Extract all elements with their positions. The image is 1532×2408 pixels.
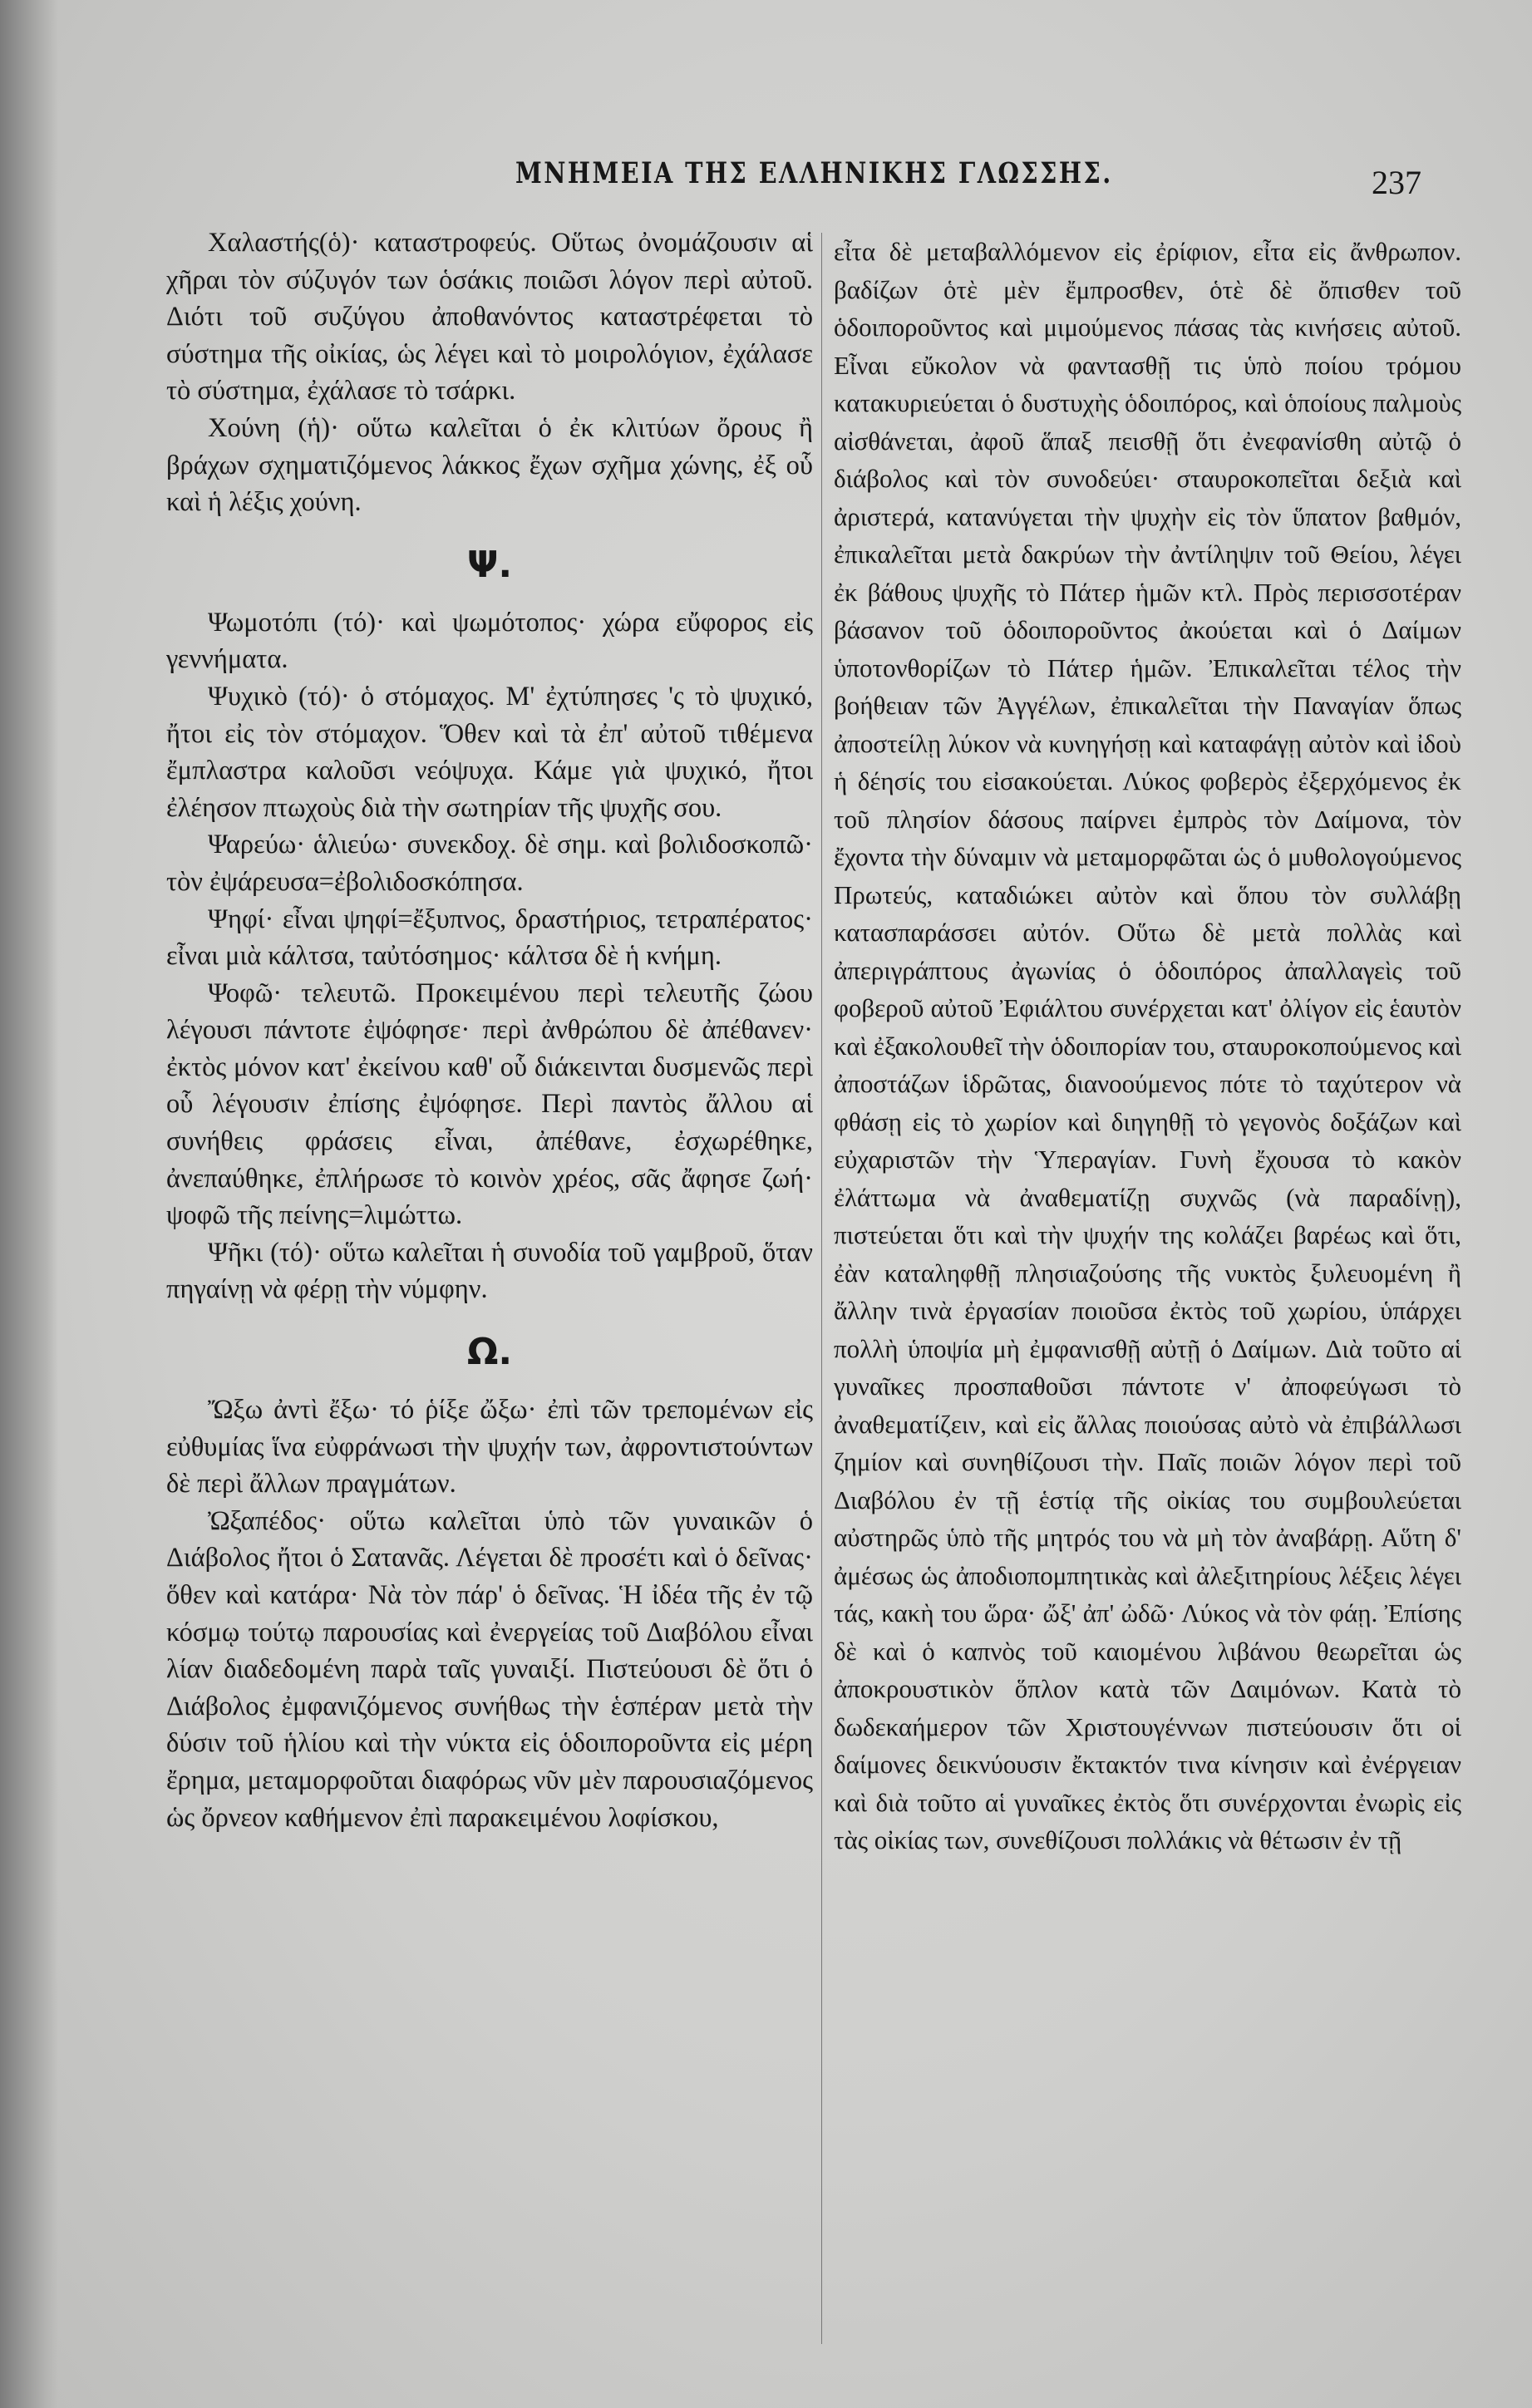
- section-letter-psi: Ψ.: [466, 543, 513, 586]
- column-divider: [821, 233, 822, 2344]
- page-spine-shadow: [0, 0, 58, 2408]
- entry-chalastis: Χαλαστής(ὁ)· καταστροφεύς. Οὕτως ὀνομάζουσιν αἱ χῆραι τὸν σύζυγόν των ὁσάκις ποιῶσι λόγον περὶ αὐτοῦ. Διότι τοῦ συζύγου ἀποθανόντος καταστρέφεται τὸ σύστημα τῆς οἰκίας, ὡς λέγει καὶ τὸ μοιρολόγιον, ἐχάλασε τὸ σύστημα, ἐχάλασε τὸ τσάρκι.: [166, 228, 813, 406]
- entry-oksapedos: Ὠξαπέδος· οὕτω καλεῖται ὑπὸ τῶν γυναικῶν ὁ Διάβολος ἤτοι ὁ Σατανᾶς. Λέγεται δὲ προσέτι καὶ ὁ δεῖνας· ὅθεν καὶ κατάρα· Νὰ τὸν πάρ' ὁ δεῖνας. Ἡ ἰδέα τῆς ἐν τῷ κόσμῳ τούτῳ παρουσίας καὶ ἐνεργείας τοῦ Διαβόλου εἶναι λίαν διαδεδομένη παρὰ ταῖς γυναιξί. Πιστεύουσι δὲ ὅτι ὁ Διάβολος ἐμφανιζόμενος συνήθως τὴν ἑσπέραν μετὰ τὴν δύσιν τοῦ ἡλίου καὶ τὴν νύκτα εἰς ὁδοιποροῦντα εἰς μέρη ἔρημα, μεταμορφοῦται διαφόρως νῦν μὲν παρουσιαζόμενος ὡς ὄρνεον καθήμενον ἐπὶ παρακειμένου λοφίσκου,: [166, 1505, 813, 1833]
- entry-psofo: Ψοφῶ· τελευτῶ. Προκειμένου περὶ τελευτῆς ζώου λέγουσι πάντοτε ἐψόφησε· περὶ ἀνθρώπου δὲ ἀπέθανεν· ἐκτὸς μόνον κατ' ἐκείνου καθ' οὗ διάκεινται δυσμενῶς περὶ οὗ λέγουσιν ἐπίσης ἐψόφησε. Περὶ παντὸς ἄλλου αἱ συνήθεις φράσεις εἶναι, ἀπέθανε, ἐσχωρέθηκε, ἀνεπαύθηκε, ἐπλήρωσε τὸ κοινὸν χρέος, σᾶς ἄφησε ζωή· ψοφῶ τῆς πείνης=λιμώττω.: [166, 977, 813, 1231]
- entry-psiki: Ψῆκι (τό)· οὕτω καλεῖται ἡ συνοδία τοῦ γαμβροῦ, ὅταν πηγαίνῃ νὰ φέρῃ τὴν νύμφην.: [166, 1237, 813, 1305]
- section-letter-omega: Ω.: [466, 1331, 513, 1374]
- running-header: ΜΝΗΜΕΙΑ ΤΗΣ ΕΛΛΗΝΙΚΗΣ ΓΛΩΣΣΗΣ.: [515, 156, 1113, 190]
- left-column: [166, 224, 813, 2358]
- entry-okso: Ὤξω ἀντὶ ἔξω· τό ῥίξε ὤξω· ἐπὶ τῶν τρεπομένων εἰς εὐθυμίας ἵνα εὐφράνωσι τὴν ψυχήν των, ἀφροντιστούντων δὲ περὶ ἄλλων πραγμάτων.: [166, 1395, 813, 1499]
- entry-psomotopi: Ψωμοτόπι (τό)· καὶ ψωμότοπος· χώρα εὔφορος εἰς γεννήματα.: [166, 607, 813, 675]
- entry-psarevo: Ψαρεύω· ἁλιεύω· συνεκδοχ. δὲ σημ. καὶ βολιδοσκοπῶ· τὸν ἐψάρευσα=ἐβολιδοσκόπησα.: [166, 830, 813, 897]
- entry-psifi: Ψηφί· εἶναι ψηφί=ἔξυπνος, δραστήριος, τετραπέρατος· εἶναι μιὰ κάλτσα, ταὐτόσημος· κάλτσα δὲ ἡ κνήμη.: [166, 904, 813, 972]
- page-number: 237: [1372, 164, 1421, 201]
- right-column: [834, 233, 1461, 2358]
- entry-chouni: Χούνη (ἡ)· οὕτω καλεῖται ὁ ἐκ κλιτύων ὄρους ἢ βράχων σχηματιζόμενος λάκκος ἔχων σχῆμα χώνης, ἐξ οὗ καὶ ἡ λέξις χούνη.: [166, 412, 813, 518]
- entry-psychiko: Ψυχικὸ (τό)· ὁ στόμαχος. Μ' ἐχτύπησες 'ς τὸ ψυχικό, ἤτοι εἰς τὸν στόμαχον. Ὅθεν καὶ τὰ ἐπ' αὐτοῦ τιθέμενα ἔμπλαστρα καλοῦσι νεόψυχα. Κάμε γιὰ ψυχικό, ἤτοι ἐλέησον πτωχοὺς διὰ τὴν σωτηρίαν τῆς ψυχῆς σου.: [166, 681, 813, 823]
- continued-paragraph: εἶτα δὲ μεταβαλλόμενον εἰς ἐρίφιον, εἶτα εἰς ἄνθρωπον. βαδίζων ὁτὲ μὲν ἔμπροσθεν, ὁτὲ δὲ ὄπισθεν τοῦ ὁδοιποροῦντος καὶ μιμούμενος πάσας τὰς κινήσεις αὐτοῦ. Εἶναι εὔκολον νὰ φαντασθῇ τις ὑπὸ ποίου τρόμου κατακυριεύεται ὁ δυστυχὴς ὁδοιπόρος, καὶ ὁποίους παλμοὺς αἰσθάνεται, ἀφοῦ ἅπαξ πεισθῇ ὅτι ἐνεφανίσθη αὐτῷ ὁ διάβολος καὶ τὸν συνοδεύει· σταυροκοπεῖται δεξιὰ καὶ ἀριστερά, κατανύγεται τὴν ψυχὴν εἰς τὸν ὕπατον βαθμόν, ἐπικαλεῖται μετὰ δακρύων τὴν ἀντίληψιν τοῦ Θείου, λέγει ἐκ βάθους ψυχῆς τὸ Πάτερ ἡμῶν κτλ. Πρὸς περισσοτέραν βάσανον τοῦ ὁδοιποροῦντος ἀκούεται καὶ ὁ Δαίμων ὑποτονθορίζων τὸ Πάτερ ἡμῶν. Ἐπικαλεῖται τέλος τὴν βοήθειαν τῶν Ἀγγέλων, ἐπικαλεῖται τὴν Παναγίαν ὅπως ἀποστείλῃ λύκον νὰ κυνηγήσῃ καὶ καταφάγῃ αὐτὸν καὶ ἰδοὺ ἡ δέησίς του εἰσακούεται. Λύκος φοβερὸς ἐξερχόμενος ἐκ τοῦ πλησίον δάσους παίρνει ἐμπρὸς τὸν Δαίμονα, τὸν ἔχοντα τὴν δύναμιν νὰ μεταμορφῶται ὡς ὁ μυθολογούμενος Πρωτεύς, καταδιώκει αὐτὸν καὶ ὅπου τὸν συλλάβῃ κατασπαράσσει αὐτόν. Οὕτω δὲ μετὰ πολλὰς καὶ ἀπεριγράπτους ἀγωνίας ὁ ὁδοιπόρος ἀπαλλαγεὶς τοῦ φοβεροῦ αὐτοῦ Ἐφιάλτου συνέρχεται κατ' ὀλίγον εἰς ἑαυτὸν καὶ ἐξακολουθεῖ τὴν ὁδοιπορίαν του, σταυροκοπούμενος καὶ ἀποστάζων ἱδρῶτας, διανοούμενος πότε τὸ ταχύτερον νὰ φθάσῃ εἰς τὸ χωρίον καὶ διηγηθῇ τὸ γεγονὸς δοξάζων καὶ εὐχαριστῶν τὴν Ὑπεραγίαν. Γυνὴ ἔχουσα τὸ κακὸν ἐλάττωμα νὰ ἀναθεματίζῃ συχνῶς (νὰ παραδίνῃ), πιστεύεται ὅτι καὶ τὴν ψυχήν της κολάζει βαρέως καὶ ὅτι, ἐὰν καταληφθῇ πλησιαζούσης τῆς νυκτὸς ξυλευομένη ἢ ἄλλην τινὰ ἐργασίαν ποιοῦσα ἐκτὸς τοῦ χωρίου, ὑπάρχει πολλὴ ὑποψία μὴ ἐμφανισθῇ αὐτῇ ὁ Δαίμων. Διὰ τοῦτο αἱ γυναῖκες προσπαθοῦσι πάντοτε ν' ἀποφεύγωσι τὸ ἀναθεματίζειν, καὶ εἰς ἄλλας ποιούσας αὐτὸ νὰ ἐπιβάλλωσι ζημίον καὶ συνηθίζουσι τὴν. Παῖς ποιῶν λόγον περὶ τοῦ Διαβόλου ἐν τῇ ἑστίᾳ τῆς οἰκίας του συμβουλεύεται αὐστηρῶς ὑπὸ τῆς μητρός του νὰ μὴ τὸν ἀναβάρῃ. Αὕτη δ' ἀμέσως ὡς ἀποδιοπομπητικὰς καὶ ἀλεξιτηρίους λέξεις λέγει τάς, κακὴ του ὥρα· ὤξ' ἀπ' ὠδῶ· Λύκος νὰ τὸν φάῃ. Ἐπίσης δὲ καὶ ὁ καπνὸς τοῦ καιομένου λιβάνου θεωρεῖται ὡς ἀποκρουστικὸν ὅπλον κατὰ τῶν Δαιμόνων. Κατὰ τὸ δωδεκαήμερον τῶν Χριστουγέννων πιστεύουσιν ὅτι οἱ δαίμονες δεικνύουσιν ἔκτακτόν τινα κίνησιν καὶ ἐνέργειαν καὶ διὰ τοῦτο αἱ γυναῖκες ἐκτὸς ὅτι συνέρχονται ἐνωρὶς εἰς τὰς οἰκίας των, συνεθίζουσι πολλάκις νὰ θέτωσιν ἐν τῇ: [834, 237, 1461, 1854]
